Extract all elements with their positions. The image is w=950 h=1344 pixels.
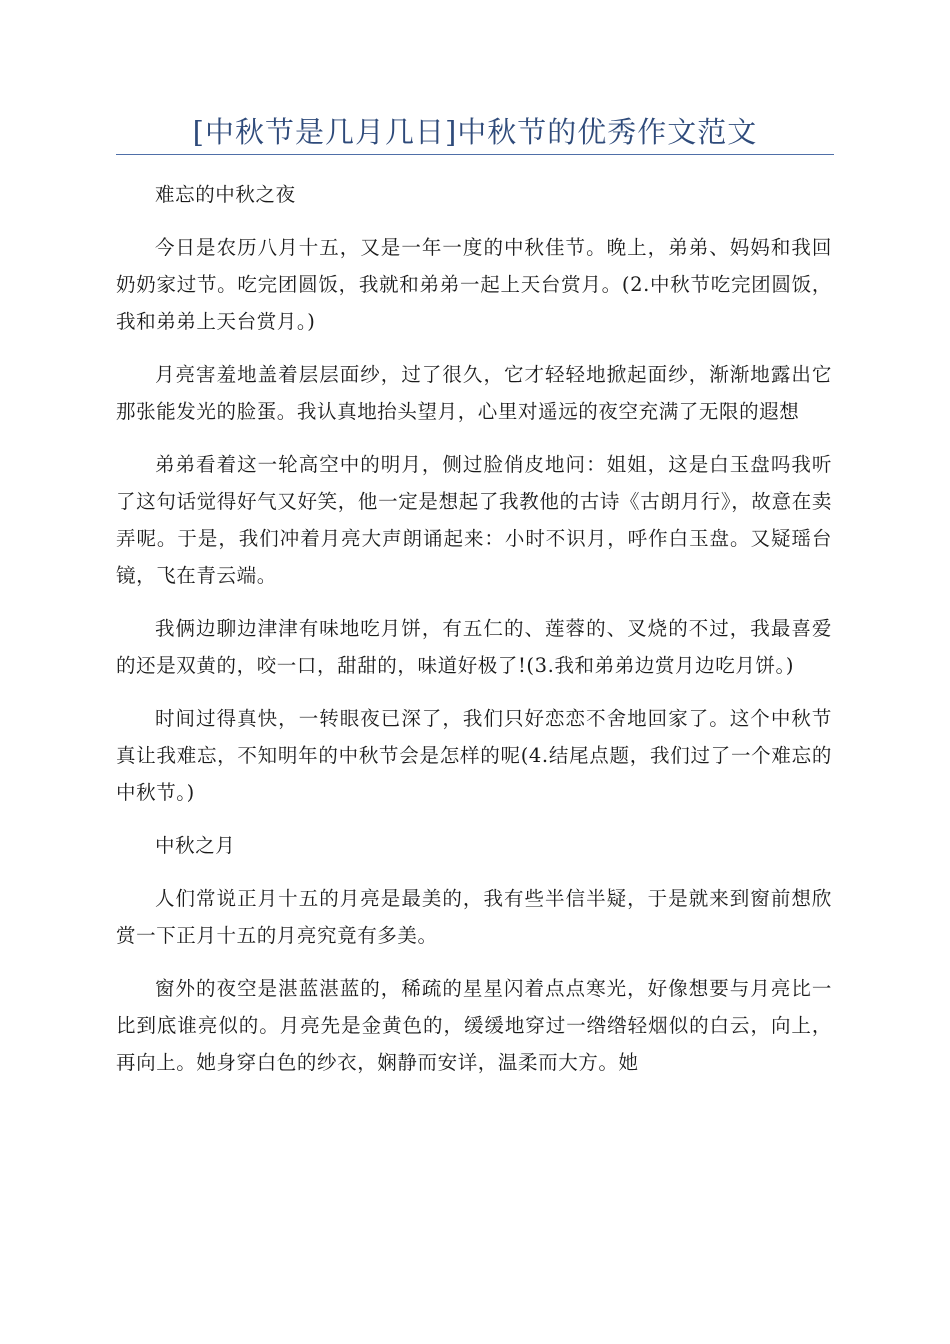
title-underline <box>116 154 834 155</box>
paragraph: 弟弟看着这一轮高空中的明月，侧过脸俏皮地问：姐姐，这是白玉盘吗我听了这句话觉得好气又好笑，他一定是想起了我教他的古诗《古朗月行》，故意在卖弄呢。于是，我们冲着月亮大声朗诵起来：小时不识月，呼作白玉盘。又疑瑶台镜，飞在青云端。 <box>116 453 832 587</box>
paragraph: 窗外的夜空是湛蓝湛蓝的，稀疏的星星闪着点点寒光，好像想要与月亮比一比到底谁亮似的。月亮先是金黄色的，缓缓地穿过一绺绺轻烟似的白云，向上，再向上。她身穿白色的纱衣，娴静而安详，温柔而大方。她 <box>116 977 832 1074</box>
paragraph: 时间过得真快，一转眼夜已深了，我们只好恋恋不舍地回家了。这个中秋节真让我难忘，不知明年的中秋节会是怎样的呢(4.结尾点题，我们过了一个难忘的中秋节。) <box>116 707 832 804</box>
section-heading: 难忘的中秋之夜 <box>155 183 296 206</box>
document-title: [中秋节是几月几日]中秋节的优秀作文范文 <box>192 115 758 149</box>
section-heading: 中秋之月 <box>155 834 236 857</box>
paragraph: 月亮害羞地盖着层层面纱，过了很久，它才轻轻地掀起面纱，渐渐地露出它那张能发光的脸蛋。我认真地抬头望月，心里对遥远的夜空充满了无限的遐想 <box>116 363 832 423</box>
paragraph: 我俩边聊边津津有味地吃月饼，有五仁的、莲蓉的、叉烧的不过，我最喜爱的还是双黄的，咬一口，甜甜的，味道好极了!(3.我和弟弟边赏月边吃月饼。) <box>116 617 832 677</box>
paragraph: 人们常说正月十五的月亮是最美的，我有些半信半疑，于是就来到窗前想欣赏一下正月十五的月亮究竟有多美。 <box>116 887 832 947</box>
paragraph: 今日是农历八月十五，又是一年一度的中秋佳节。晚上，弟弟、妈妈和我回奶奶家过节。吃完团圆饭，我就和弟弟一起上天台赏月。(2.中秋节吃完团圆饭，我和弟弟上天台赏月。) <box>116 236 832 333</box>
document-body <box>116 176 832 1097</box>
